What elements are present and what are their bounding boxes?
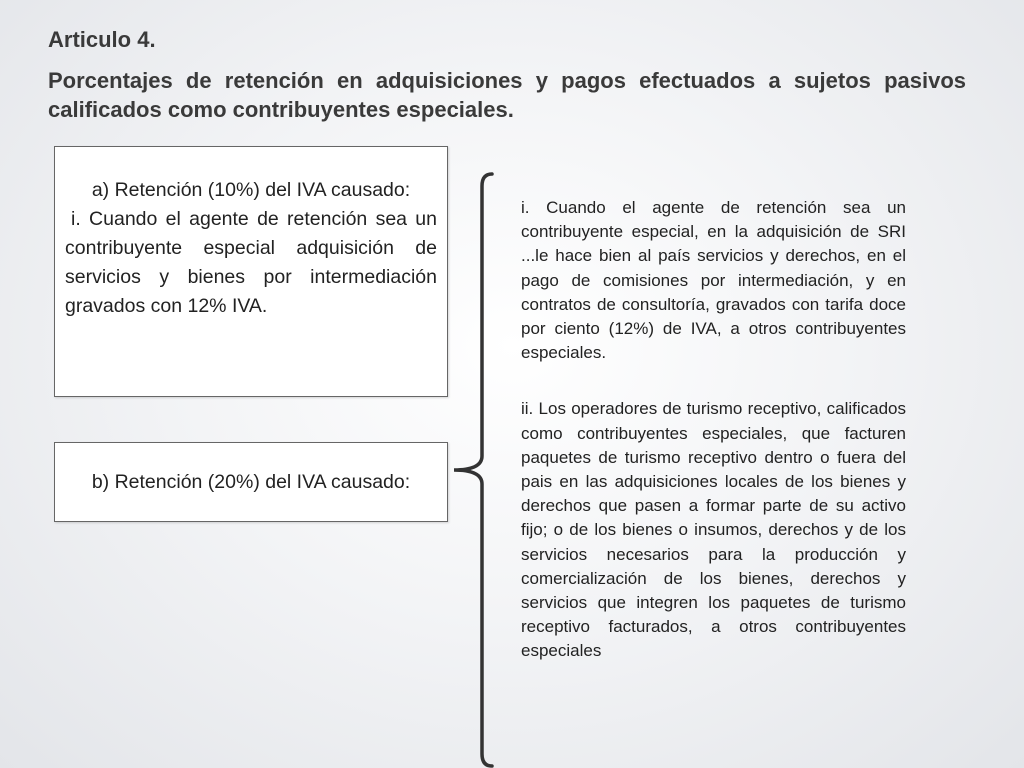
retention-20-box — [54, 442, 448, 522]
item-i: i. Cuando el agente de retención sea un contribuyente especial, en la adquisición de SRI ...le hace bien al país servicios y derechos, en el pago de comisiones por intermediación, y en contratos de consultoría, gravados con tarifa doce por ciento (12%) de IVA, a otros contribuyentes especiales. — [521, 198, 906, 363]
retention-10-title: a) Retención (10%) del IVA causado: — [91, 179, 411, 201]
retention-10-box — [54, 146, 448, 397]
retention-20-title: b) Retención (20%) del IVA causado: — [91, 470, 411, 493]
retention-items — [521, 196, 906, 664]
item-ii: ii. Los operadores de turismo receptivo, calificados como contribuyentes especiales, que facturen paquetes de turismo receptivo dentro o fuera del pais en las adquisiciones locales de los bienes y derechos que pasen a formar parte de su activo fijo; o de los bienes o insumos, derechos y de los servicios necesarios para la producción y comercialización de los bienes, derechos y servicios que integren los paquetes de turismo receptivo facturados, a otros contribuyentes especiales — [521, 399, 906, 661]
article-heading: Articulo 4. — [48, 27, 156, 52]
brace-path — [454, 174, 492, 766]
retention-10-body: i. Cuando el agente de retención sea un contribuyente especial adquisición de servicios y bienes por intermediación gravados con 12% IVA. — [65, 208, 437, 317]
article-subheading: Porcentajes de retención en adquisiciones y pagos efectuados a sujetos pasivos calificados como contribuyentes especiales. — [48, 68, 966, 122]
curly-brace-connector — [445, 170, 505, 768]
